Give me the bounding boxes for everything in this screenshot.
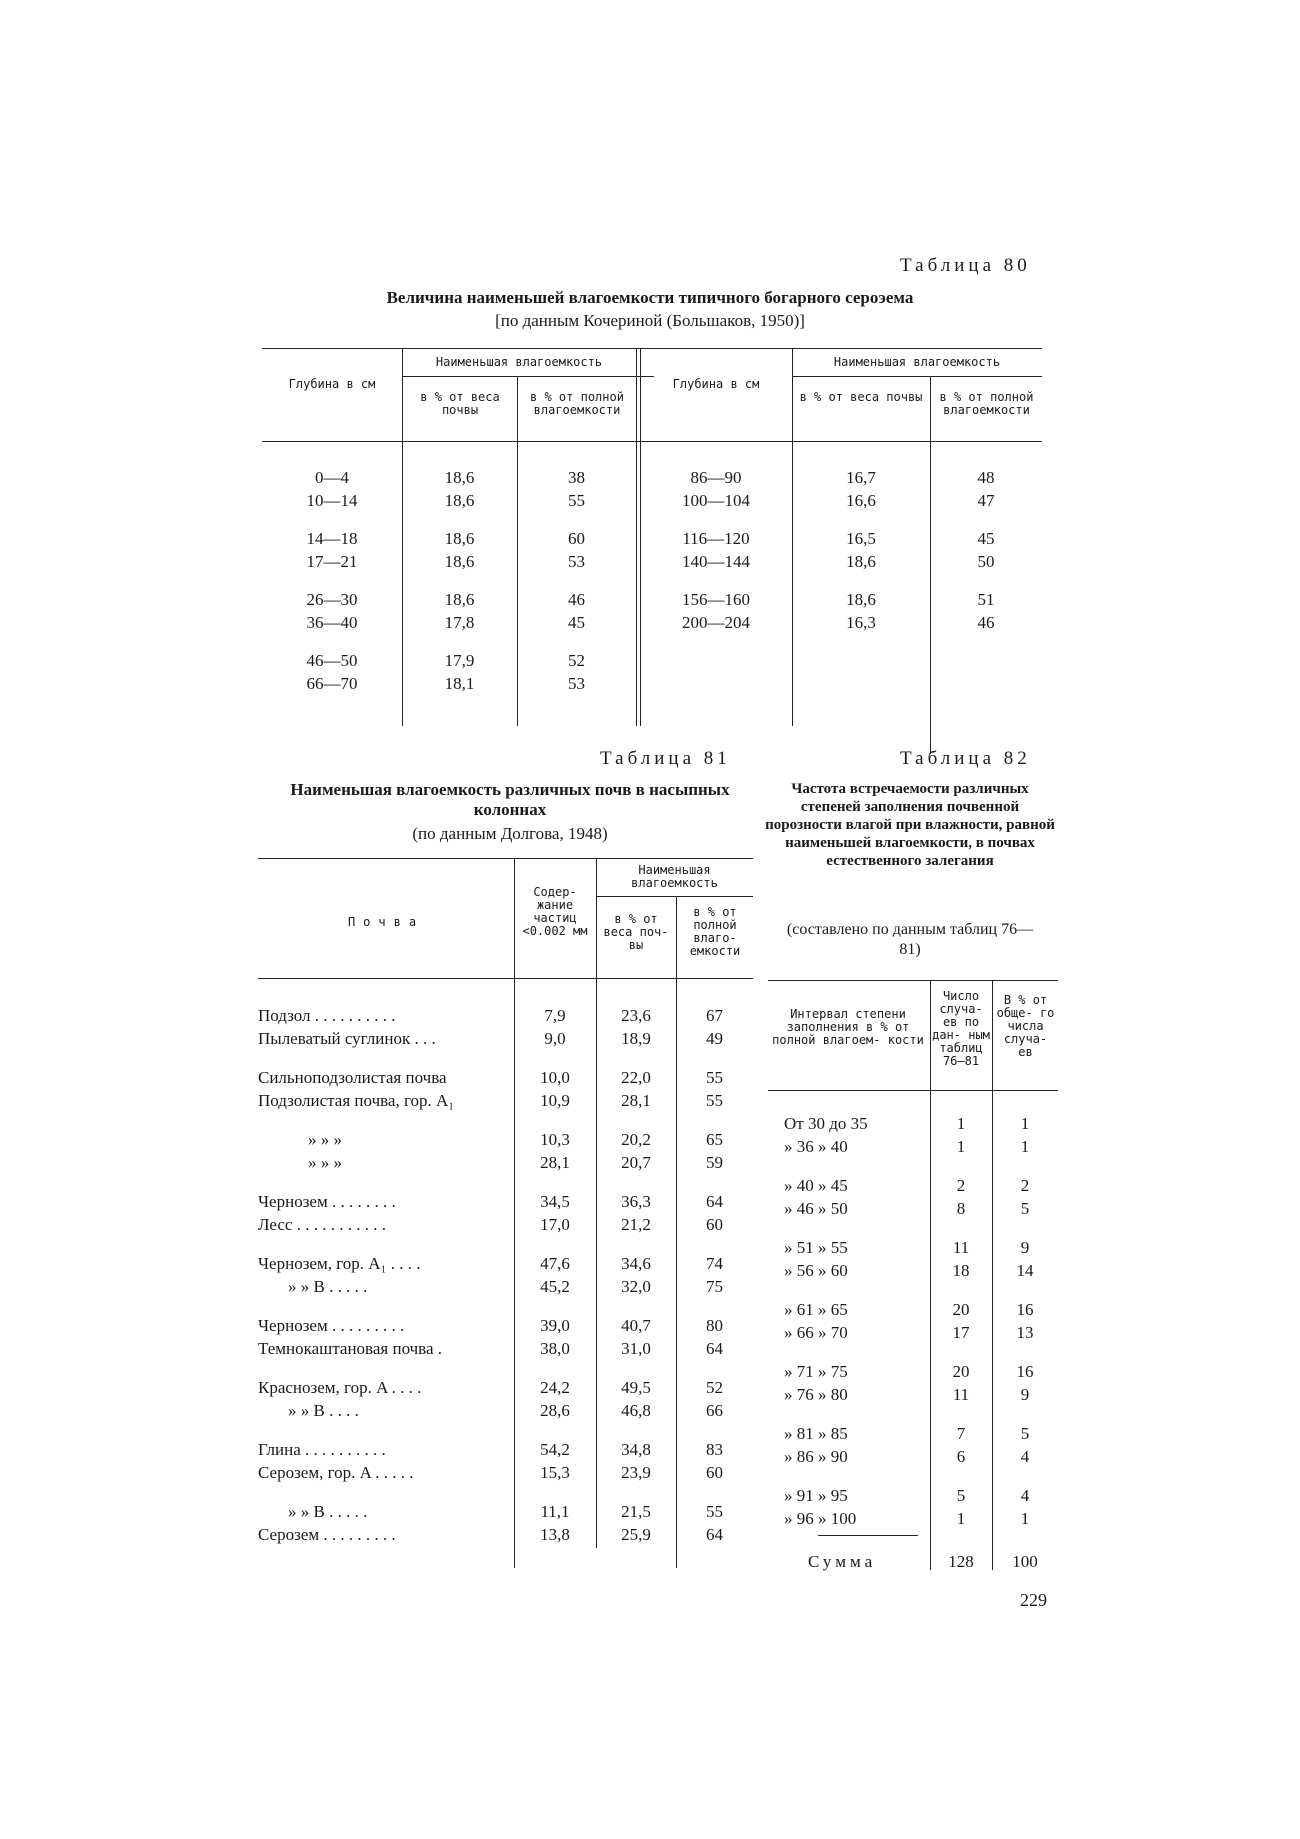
t80-h-weight-right: в % от веса почвы [799,390,923,404]
t81-h-content: Содер- жание частиц <0.002 мм [522,885,588,938]
weight-cell: 18,6 [846,590,876,609]
table-81-title: Наименьшая влагоемкость различных почв в насыпных колоннах [290,780,730,819]
full-cell: 46 [977,613,995,632]
interval-cell: » 96 » 100 [784,1509,857,1528]
weight-cell: 34,8 [621,1440,651,1459]
count-cell: 20 [952,1300,970,1319]
t80-h-full-right: в % от полной влагоемкости [939,390,1034,417]
t82-header-rule [768,1090,1058,1091]
full-cell: 74 [706,1254,723,1273]
depth-cell: 86—90 [690,468,742,487]
table-80-title: Величина наименьшей влагоемкости типичного богарного сероэема [386,288,914,307]
interval-cell: » 86 » 90 [784,1447,848,1466]
pct-cell: 13 [1016,1323,1034,1342]
table-80-label: Таблица 80 [900,255,1031,276]
full-cell: 60 [706,1463,723,1482]
pct-cell: 16 [1016,1362,1034,1381]
t82-top-rule [768,980,1058,981]
content-cell: 34,5 [540,1192,570,1211]
soil-cell: » » » [308,1130,342,1149]
interval-cell: » 76 » 80 [784,1385,848,1404]
t81-header-rule [258,978,753,979]
weight-cell: 23,9 [621,1463,651,1482]
weight-cell: 25,9 [621,1525,651,1544]
count-cell: 20 [952,1362,970,1381]
weight-cell: 20,7 [621,1153,651,1172]
t80-h-weight-left: в % от веса почвы [420,390,500,417]
t81-h-full: в % от полной влаго- емкости [689,905,741,958]
interval-cell: » 71 » 75 [784,1362,848,1381]
count-cell: 7 [956,1424,966,1443]
soil-cell: » » B . . . . . [288,1277,368,1296]
pct-cell: 1 [1020,1137,1030,1156]
full-cell: 67 [706,1006,723,1025]
sum-label: Сумма [808,1552,877,1571]
weight-cell: 32,0 [621,1277,651,1296]
soil-cell: Краснозем, гор. A . . . . [258,1378,422,1397]
content-cell: 11,1 [540,1502,570,1521]
count-cell: 11 [952,1385,970,1404]
soil-cell: Чернозем . . . . . . . . . [258,1316,405,1335]
table-82-label: Таблица 82 [900,748,1031,769]
weight-cell: 20,2 [621,1130,651,1149]
soil-cell: Лесс . . . . . . . . . . . [258,1215,386,1234]
count-cell: 18 [952,1261,970,1280]
depth-cell: 0—4 [315,468,349,487]
depth-cell: 26—30 [306,590,358,609]
weight-cell: 28,1 [621,1091,651,1110]
count-cell: 1 [956,1137,966,1156]
table-80-header-rule [262,441,1042,442]
full-cell: 55 [706,1068,723,1087]
soil-cell: » » B . . . . . [288,1502,368,1521]
full-cell: 50 [977,552,995,571]
weight-cell: 18,6 [444,468,475,487]
pct-cell: 9 [1020,1238,1030,1257]
interval-cell: » 81 » 85 [784,1424,848,1443]
depth-cell: 140—144 [682,552,750,571]
t81-top-rule [258,858,753,859]
soil-cell: » » » [308,1153,342,1172]
content-cell: 10,0 [540,1068,570,1087]
table-80-group-rule-left [402,376,654,377]
full-cell: 60 [568,529,585,548]
full-cell: 55 [706,1502,723,1521]
interval-cell: » 66 » 70 [784,1323,848,1342]
table-81-label: Таблица 81 [600,748,731,769]
weight-cell: 22,0 [621,1068,651,1087]
interval-cell: » 56 » 60 [784,1261,848,1280]
weight-cell: 23,6 [621,1006,651,1025]
soil-cell: Подзолистая почва, гор. A₁ [258,1091,455,1110]
table-80-group-rule-right [792,376,1042,377]
content-cell: 15,3 [540,1463,570,1482]
t81-h-soil: Почва [347,915,425,929]
weight-cell: 21,5 [621,1502,651,1521]
table-80-vline [636,348,637,726]
weight-cell: 18,6 [444,529,475,548]
soil-cell: Чернозем, гор. A₁ . . . . [258,1254,421,1273]
t81-group-rule [596,896,753,897]
page-number: 229 [1020,1590,1047,1610]
count-cell: 17 [952,1323,970,1342]
content-cell: 28,1 [540,1153,570,1172]
weight-cell: 31,0 [621,1339,651,1358]
table-82-title: Частота встречаемости различных степеней заполнения почвенной порозности влагой при влажности, равной наименьшей влагоемкости, в почвах естественного залегания [765,781,1055,869]
content-cell: 17,0 [540,1215,570,1234]
content-cell: 28,6 [540,1401,570,1420]
soil-cell: Чернозем . . . . . . . . [258,1192,396,1211]
pct-cell: 1 [1020,1114,1030,1133]
weight-cell: 18,6 [444,590,475,609]
full-cell: 47 [977,491,995,510]
pct-cell: 4 [1020,1486,1030,1505]
count-cell: 2 [956,1176,966,1195]
weight-cell: 18,6 [846,552,876,571]
soil-cell: Пылеватый суглинок . . . [258,1029,436,1048]
full-cell: 64 [706,1339,723,1358]
full-cell: 38 [568,468,585,487]
depth-cell: 46—50 [306,651,358,670]
weight-cell: 36,3 [621,1192,651,1211]
t82-h-interval: Интервал степени заполнения в % от полной влагоем- кости [772,1007,924,1047]
full-cell: 66 [706,1401,723,1420]
interval-cell: От 30 до 35 [784,1114,868,1133]
t81-h-weight: в % от веса поч- вы [603,912,669,952]
pct-cell: 4 [1020,1447,1030,1466]
sum-count: 128 [948,1552,974,1571]
full-cell: 64 [706,1192,723,1211]
weight-cell: 16,3 [846,613,876,632]
depth-cell: 66—70 [306,674,358,693]
full-cell: 52 [706,1378,723,1397]
t81-h-group: Наименьшая влагоемкость [631,863,718,890]
full-cell: 45 [568,613,585,632]
soil-cell: Подзол . . . . . . . . . . [258,1006,396,1025]
content-cell: 39,0 [540,1316,570,1335]
interval-cell: » 36 » 40 [784,1137,848,1156]
weight-cell: 18,1 [444,674,475,693]
table-81-subtitle: (по данным Долгова, 1948) [412,824,608,843]
depth-cell: 100—104 [682,491,750,510]
t82-h-pct: В % от обще- го числа случа- ев [996,993,1055,1059]
content-cell: 10,3 [540,1130,570,1149]
weight-cell: 34,6 [621,1254,651,1273]
t80-h-group-left: Наименьшая влагоемкость [435,355,603,369]
depth-cell: 156—160 [682,590,750,609]
weight-cell: 18,6 [444,491,475,510]
pct-cell: 16 [1016,1300,1034,1319]
content-cell: 13,8 [540,1525,570,1544]
full-cell: 64 [706,1525,723,1544]
pct-cell: 14 [1016,1261,1034,1280]
weight-cell: 16,6 [846,491,876,510]
t80-h-group-right: Наименьшая влагоемкость [833,355,1001,369]
soil-cell: Темнокаштановая почва . [258,1339,443,1358]
sum-pct: 100 [1012,1552,1038,1571]
depth-cell: 36—40 [306,613,358,632]
content-cell: 54,2 [540,1440,570,1459]
weight-cell: 46,8 [621,1401,651,1420]
full-cell: 65 [706,1130,723,1149]
weight-cell: 49,5 [621,1378,651,1397]
full-cell: 80 [706,1316,723,1335]
t80-h-depth-right: Глубина в см [672,377,760,391]
soil-cell: Серозем . . . . . . . . . [258,1525,396,1544]
content-cell: 10,9 [540,1091,570,1110]
weight-cell: 18,6 [444,552,475,571]
soil-cell: Серозем, гор. A . . . . . [258,1463,414,1482]
weight-cell: 16,5 [846,529,876,548]
full-cell: 52 [568,651,585,670]
pct-cell: 1 [1020,1509,1030,1528]
soil-cell: Сильноподзолистая почва [258,1068,447,1087]
table-80 [262,348,1042,738]
t82-h-count: Число случа- ев по дан- ным таблиц 76—81 [932,989,990,1068]
interval-cell: » 91 » 95 [784,1486,848,1505]
full-cell: 46 [568,590,585,609]
full-cell: 83 [706,1440,723,1459]
table-82-subtitle: (составлено по данным таблиц 76—81) [786,921,1034,958]
content-cell: 38,0 [540,1339,570,1358]
pct-cell: 5 [1020,1199,1030,1218]
full-cell: 48 [977,468,995,487]
depth-cell: 116—120 [682,529,750,548]
pct-cell: 5 [1020,1424,1030,1443]
interval-cell: » 51 » 55 [784,1238,848,1257]
interval-cell: » 61 » 65 [784,1300,848,1319]
count-cell: 8 [956,1199,966,1218]
full-cell: 45 [977,529,995,548]
interval-cell: » 46 » 50 [784,1199,848,1218]
depth-cell: 17—21 [306,552,358,571]
count-cell: 1 [956,1114,966,1133]
depth-cell: 10—14 [306,491,358,510]
depth-cell: 14—18 [306,529,358,548]
soil-cell: Глина . . . . . . . . . . [258,1440,386,1459]
weight-cell: 17,8 [444,613,475,632]
full-cell: 53 [568,552,585,571]
content-cell: 45,2 [540,1277,570,1296]
count-cell: 1 [956,1509,966,1528]
content-cell: 7,9 [544,1006,566,1025]
weight-cell: 18,9 [621,1029,651,1048]
weight-cell: 40,7 [621,1316,651,1335]
count-cell: 5 [956,1486,966,1505]
full-cell: 75 [706,1277,723,1296]
content-cell: 47,6 [540,1254,570,1273]
t82-sum-rule [818,1535,918,1536]
pct-cell: 9 [1020,1385,1030,1404]
count-cell: 11 [952,1238,970,1257]
interval-cell: » 40 » 45 [784,1176,848,1195]
full-cell: 55 [706,1091,723,1110]
table-80-subtitle: [по данным Кочериной (Большаков, 1950)] [495,311,805,330]
depth-cell: 200—204 [682,613,750,632]
weight-cell: 17,9 [444,651,475,670]
weight-cell: 16,7 [846,468,876,487]
soil-cell: » » B . . . . [288,1401,359,1420]
full-cell: 55 [568,491,585,510]
table-81 [258,858,753,1568]
t80-h-depth-left: Глубина в см [288,377,376,391]
content-cell: 24,2 [540,1378,570,1397]
full-cell: 53 [568,674,585,693]
pct-cell: 2 [1020,1176,1030,1195]
full-cell: 49 [706,1029,723,1048]
t80-h-full-left: в % от полной влагоемкости [530,390,624,417]
weight-cell: 21,2 [621,1215,651,1234]
table-82 [768,980,1058,1580]
full-cell: 59 [706,1153,723,1172]
content-cell: 9,0 [544,1029,566,1048]
count-cell: 6 [956,1447,966,1466]
full-cell: 51 [977,590,995,609]
full-cell: 60 [706,1215,723,1234]
table-80-top-rule [262,348,1042,349]
